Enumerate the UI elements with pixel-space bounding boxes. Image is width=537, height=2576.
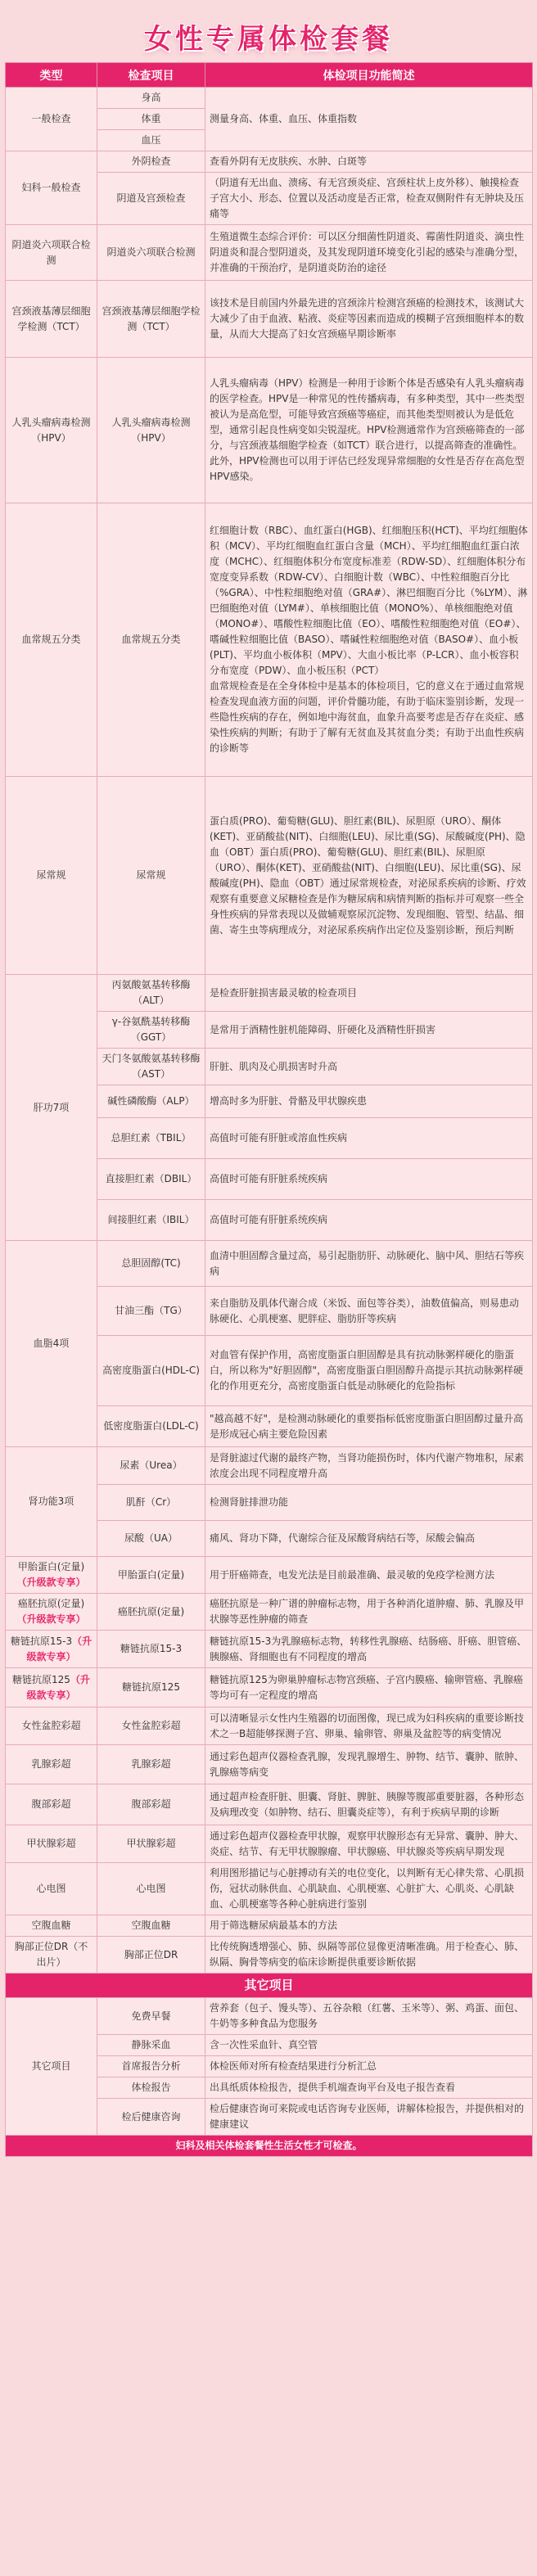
- item-cell: 首席报告分析: [97, 2056, 205, 2077]
- desc-paragraph: 红细胞计数（RBC）、血红蛋白(HGB)、红细胞压积(HCT)、平均红细胞体积（MCV）、平均红细胞血红蛋白含量（MCH）、平均红细胞血红蛋白浓度（MCHC）、红细胞体积分布宽度标准差（RDW-SD）、红细胞体积分布宽度变异系数（RDW-CV）、白细胞计数（WBC）、中性粒细胞百分比（%GRA）、中性粒细胞绝对值（GRA#）、淋巴细胞百分比（%LYM）、淋巴细胞绝对值（LYM#）、单核细胞比值（MONO%）、单核细胞绝对值（MONO#）、嗜酸性粒细胞比值（EO）、嗜酸性粒细胞绝对值（EO#）、嗜碱性粒细胞比值（BASO）、嗜碱性粒细胞绝对值（BASO#）、血小板(PLT)、平均血小板体积（MPV）、大血小板比率（P-LCR）、血小板容积分布宽度（PDW）、血小板压积（PCT）: [210, 525, 528, 676]
- category-cell: [6, 503, 97, 777]
- category-cell: [6, 281, 97, 358]
- category-cell: [6, 1708, 97, 1745]
- category-cell: [6, 1937, 97, 1974]
- desc-cell: [205, 1159, 533, 1200]
- category-label: 糖链抗原125: [12, 1673, 70, 1685]
- item-cell: 静脉采血: [97, 2035, 205, 2056]
- item-cell: 阴道及宫颈检查: [97, 173, 205, 225]
- desc-paragraph: 可以清晰显示女性内生殖器的切面图像，现已成为妇科疾病的重要诊断技术之一B超能够探测子宫、卵巢、输卵管、卵巢及盆腔等的病变情况: [210, 1712, 525, 1739]
- table-row: [6, 1784, 533, 1825]
- item-cell: 身高: [97, 88, 205, 109]
- table-row: [6, 281, 533, 358]
- footer-note: 妇科及相关体检套餐性生活女性才可检查。: [6, 2136, 533, 2157]
- category-cell: [6, 1594, 97, 1631]
- desc-cell: [205, 975, 533, 1012]
- desc-paragraph: 是检查肝脏损害最灵敏的检查项目: [210, 986, 358, 999]
- desc-cell: [205, 1745, 533, 1784]
- desc-cell: [205, 1784, 533, 1825]
- desc-cell: [205, 1557, 533, 1594]
- other-section-heading-row: [6, 1974, 533, 1998]
- category-label: 肾功能3项: [28, 1496, 74, 1507]
- category-label: 糖链抗原15-3: [10, 1635, 73, 1647]
- item-cell: 尿酸（UA）: [97, 1521, 205, 1557]
- item-cell: 宫颈液基薄层细胞学检测（TCT）: [97, 281, 205, 358]
- desc-cell: 出具纸质体检报告，提供手机端查询平台及电子报告查看: [205, 2077, 533, 2099]
- table-row: [6, 1241, 533, 1287]
- desc-paragraph: 对血管有保护作用，高密度脂蛋白胆固醇是具有抗动脉粥样硬化的脂蛋白，所以称为"好胆固醇"，高密度脂蛋白胆固醇升高提示其抗动脉粥样硬化的作用更充分，高密度脂蛋白低是动脉硬化的危险指标: [210, 1349, 524, 1392]
- desc-paragraph: 增高时多为肝脏、骨骼及甲状腺疾患: [210, 1095, 368, 1107]
- item-cell: 人乳头瘤病毒检测（HPV）: [97, 358, 205, 503]
- desc-paragraph: 生殖道微生态综合评价：可以区分细菌性阴道炎、霉菌性阴道炎、滴虫性阴道炎和混合型阴道炎，及其发现阴道环境变化引起的感染与准确分型，并准确的干预治疗，是阴道炎防治的途径: [210, 231, 525, 273]
- category-cell: [6, 1825, 97, 1863]
- desc-paragraph: 通过彩色超声仪器检查乳腺，发现乳腺增生、肿物、结节、囊肿、脓肿、乳腺癌等病变: [210, 1750, 525, 1778]
- desc-paragraph: 痛风、肾功下降，代谢综合征及尿酸肾病结石等，尿酸会偏高: [210, 1532, 476, 1544]
- item-cell: 外阴检查: [97, 151, 205, 173]
- desc-paragraph: 糖链抗原15-3为乳腺癌标志物，转移性乳腺癌、结肠癌、肝癌、胆管癌、胰腺癌、肾细胞也有不同程度的增高: [210, 1635, 527, 1662]
- desc-cell: [205, 1937, 533, 1974]
- category-cell: [6, 1863, 97, 1915]
- table-row: [6, 1557, 533, 1594]
- desc-cell: [205, 1012, 533, 1049]
- desc-cell: [205, 1336, 533, 1406]
- category-cell: [6, 1915, 97, 1937]
- category-cell: [6, 358, 97, 503]
- category-label: 血脂4项: [33, 1338, 70, 1349]
- desc-paragraph: 查看外阴有无皮肤疾、水肿、白斑等: [210, 156, 368, 167]
- category-cell: [6, 88, 97, 151]
- table-row: [6, 1708, 533, 1745]
- upgrade-badge: （升级款专享）: [26, 1673, 90, 1701]
- desc-cell: [205, 1631, 533, 1668]
- category-cell: [6, 1447, 97, 1557]
- table-row: [6, 1745, 533, 1784]
- category-label: 阴道炎六项联合检测: [11, 238, 91, 266]
- desc-cell: [205, 1594, 533, 1631]
- category-cell: 其它项目: [6, 1998, 97, 2136]
- desc-cell: [205, 777, 533, 975]
- item-cell: 体检报告: [97, 2077, 205, 2099]
- table-row: [6, 1631, 533, 1668]
- desc-cell: [205, 1708, 533, 1745]
- table-header-row: [6, 63, 533, 88]
- desc-paragraph: 高值时可能有肝脏系统疾病: [210, 1214, 328, 1225]
- upgrade-badge: （升级款专享）: [26, 1635, 93, 1662]
- category-cell: [6, 1745, 97, 1784]
- desc-cell: [205, 1406, 533, 1447]
- table-body: [6, 88, 533, 2157]
- desc-cell: [205, 1863, 533, 1915]
- item-cell: 尿素（Urea）: [97, 1447, 205, 1485]
- item-cell: 女性盆腔彩超: [97, 1708, 205, 1745]
- item-cell: 腹部彩超: [97, 1784, 205, 1825]
- desc-cell: [205, 1085, 533, 1118]
- item-cell: 甲胎蛋白(定量): [97, 1557, 205, 1594]
- item-cell: 心电图: [97, 1863, 205, 1915]
- desc-paragraph: 血常规检查是在全身体检中是基本的体检项目，它的意义在于通过血常规检查发现血液方面的问题，评价骨髓功能，有助于临床鉴别诊断，发现一些隐性疾病的存在，例如地中海贫血，血象升高要考虑是否存在炎症、感染性疾病的判断；有助于了解有无贫血及其贫血分类；有助于出血性疾病的诊断等: [210, 680, 525, 754]
- category-cell: [6, 225, 97, 281]
- category-cell: [6, 1241, 97, 1447]
- desc-paragraph: 癌胚抗原是一种广谱的肿瘤标志物，用于各种消化道肿瘤、肺、乳腺及甲状腺等恶性肿瘤的筛查: [210, 1598, 525, 1625]
- table-row: [6, 777, 533, 975]
- desc-paragraph: 人乳头瘤病毒（HPV）检测是一种用于诊断个体是否感染有人乳头瘤病毒的医学检查。HPV是一种常见的性传播病毒，有多种类型，其中一些类型被认为是高危型，可能导致宫颈癌等癌症，而其他类型则被认为是低危型，通常引起良性病变如尖锐湿疣。HPV检测通常作为宫颈癌筛查的一部分，与宫颈液基细胞学检查（如TCT）联合进行，以提高筛查的准确性。此外，HPV检测也可以用于评估已经发现异常细胞的女性是否存在高危型HPV感染。: [210, 377, 525, 482]
- table-row: [6, 1668, 533, 1708]
- category-label: 一般检查: [31, 113, 71, 124]
- item-cell: 癌胚抗原(定量): [97, 1594, 205, 1631]
- item-cell: 检后健康咨询: [97, 2099, 205, 2136]
- desc-paragraph: 通过彩色超声仪器检查甲状腺，观察甲状腺形态有无异常、囊肿、肿大、炎症、结节、有无甲状腺腺瘤、甲状腺癌、甲状腺炎等疾病早期发现: [210, 1829, 525, 1857]
- category-label: 肝功7项: [33, 1101, 70, 1113]
- category-label: 尿常规: [36, 869, 66, 881]
- category-cell: [6, 151, 97, 225]
- desc-cell: [205, 1521, 533, 1557]
- category-label: 癌胚抗原(定量): [17, 1598, 85, 1609]
- desc-cell: [205, 1287, 533, 1336]
- footer-row: [6, 2136, 533, 2157]
- category-label: 宫颈液基薄层细胞学检测（TCT）: [11, 305, 91, 332]
- item-cell: 甘油三酯（TG）: [97, 1287, 205, 1336]
- desc-paragraph: 蛋白质(PRO)、葡萄糖(GLU)、胆红素(BIL)、尿胆原（URO）、酮体(KET)、亚硝酸盐(NIT)、白细胞(LEU)、尿比重(SG)、尿酸碱度(PH)、隐血（OBT）蛋白质(PRO)、葡萄糖(GLU)、胆红素(BIL)、尿胆原（URO）、酮体(KET)、亚硝酸盐(NIT)、白细胞(LEU)、尿比重(SG)、尿酸碱度(PH)、隐血（OBT）通过尿常规检查，对泌尿系疾病的诊断、疗效观察有重要意义尿糖检查是作为糖尿病和病情判断的指标并可观察一些全身性疾病的异常表现以及做辅观察尿沉淀物、发现细胞、管型、结晶、细菌、寄生虫等病理成分，对泌尿系疾病作出定位及鉴别诊断，预后判断: [210, 814, 526, 936]
- category-cell: [6, 1631, 97, 1668]
- desc-paragraph: 利用图形描记与心脏搏动有关的电位变化，以判断有无心律失常、心肌损伤，冠状动脉供血、心肌缺血、心肌梗塞、心脏扩大、心肌炎、心肌缺血、心肌梗塞等各种心脏病进行鉴别: [210, 1867, 525, 1910]
- item-cell: 胸部正位DR: [97, 1937, 205, 1974]
- category-label: 人乳头瘤病毒检测（HPV）: [11, 416, 91, 444]
- desc-paragraph: （阴道有无出血、溃疡、有无宫颈炎症、宫颈柱状上皮外移）、触摸检查子宫大小、形态、位置以及活动度是否正常，检查双侧附件有无肿块及压痛等: [210, 177, 525, 219]
- desc-paragraph: 用于肝癌筛查，电发光法是目前最准确、最灵敏的免疫学检测方法: [210, 1568, 495, 1581]
- desc-paragraph: 检测肾脏排泄功能: [210, 1496, 289, 1508]
- item-cell: 肌酐（Cr）: [97, 1485, 205, 1521]
- header-desc: 体检项目功能简述: [205, 63, 533, 88]
- item-cell: 甲状腺彩超: [97, 1825, 205, 1863]
- category-label: 胸部正位DR（不出片）: [14, 1941, 88, 1968]
- item-cell: 糖链抗原125: [97, 1668, 205, 1708]
- desc-cell: [205, 503, 533, 777]
- item-cell: 阴道炎六项联合检测: [97, 225, 205, 281]
- table-row: [6, 1825, 533, 1863]
- desc-paragraph: 肝脏、肌肉及心肌损害时升高: [210, 1060, 338, 1072]
- desc-cell: [205, 88, 533, 151]
- item-cell: 免费早餐: [97, 1998, 205, 2035]
- category-label: 乳腺彩超: [31, 1758, 71, 1770]
- category-label: 空腹血糖: [31, 1920, 71, 1931]
- page-title-text: 女性专属体检套餐: [144, 22, 393, 56]
- table-row: [6, 358, 533, 503]
- desc-cell: [205, 358, 533, 503]
- desc-cell: [205, 173, 533, 225]
- desc-cell: [205, 1200, 533, 1241]
- category-cell: [6, 975, 97, 1241]
- item-cell: 低密度脂蛋白(LDL-C): [97, 1406, 205, 1447]
- category-label: 妇科一般检查: [21, 182, 81, 193]
- item-cell: 体重: [97, 109, 205, 130]
- category-label: 腹部彩超: [31, 1798, 71, 1810]
- checkup-table: [5, 62, 533, 2157]
- desc-cell: [205, 225, 533, 281]
- desc-paragraph: 该技术是目前国内外最先进的宫颈涂片检测宫颈癌的检测技术，该测试大大减少了由于血液、粘液、炎症等因素而造成的模糊子宫颈细胞样本的数量，从而大大提高了妇女宫颈癌早期诊断率: [210, 297, 525, 340]
- desc-paragraph: 比传统胸透增强心、肺、纵隔等部位显像更清晰准确。用于检查心、肺、纵隔、胸骨等病变的临床诊断提供重要诊断依据: [210, 1941, 525, 1968]
- desc-cell: 检后健康咨询可来院或电话咨询专业医师，讲解体检报告，并提供相对的健康建议: [205, 2099, 533, 2136]
- item-cell: 间接胆红素（IBIL）: [97, 1200, 205, 1241]
- desc-paragraph: 来自脂肪及肌体代谢合成（米饭、面包等谷类），油数值偏高，则易患动脉硬化、心肌梗塞、肥胖症、脂肪肝等疾病: [210, 1297, 520, 1324]
- desc-paragraph: 是肾脏滤过代谢的最终产物，当肾功能损伤时，体内代谢产物堆积，尿素浓度会出现不同程度增升高: [210, 1451, 525, 1479]
- category-cell: [6, 777, 97, 975]
- item-cell: 碱性磷酸酶（ALP）: [97, 1085, 205, 1118]
- category-cell: [6, 1557, 97, 1594]
- desc-cell: [205, 1825, 533, 1863]
- category-label: 血常规五分类: [21, 634, 81, 645]
- item-cell: 高密度脂蛋白(HDL-C): [97, 1336, 205, 1406]
- desc-cell: 营养套（包子、馒头等）、五谷杂粮（红薯、玉米等）、粥、鸡蛋、面包、牛奶等多种食品为您服务: [205, 1998, 533, 2035]
- item-cell: 血压: [97, 130, 205, 151]
- table-row: [6, 1998, 533, 2035]
- category-label: 甲状腺彩超: [26, 1838, 76, 1849]
- item-cell: 直接胆红素（DBIL）: [97, 1159, 205, 1200]
- desc-paragraph: 高值时可能有肝脏或溶血性疾病: [210, 1132, 348, 1144]
- desc-paragraph: 高值时可能有肝脏系统疾病: [210, 1173, 328, 1184]
- category-label: 心电图: [36, 1883, 66, 1894]
- item-cell: 空腹血糖: [97, 1915, 205, 1937]
- header-item: 检查项目: [97, 63, 205, 88]
- item-cell: 丙氨酸氨基转移酶（ALT）: [97, 975, 205, 1012]
- table-row: [6, 1447, 533, 1485]
- category-cell: [6, 1668, 97, 1708]
- desc-paragraph: 血清中胆固醇含量过高，易引起脂肪肝、动脉硬化、脑中风、胆结石等疾病: [210, 1249, 525, 1277]
- table-row: [6, 225, 533, 281]
- desc-paragraph: 用于筛选糖尿病最基本的方法: [210, 1920, 338, 1931]
- desc-cell: [205, 1118, 533, 1159]
- desc-paragraph: "越高越不好"，是检测动脉硬化的重要指标低密度脂蛋白胆固醇过量升高是形成冠心病主要危险因素: [210, 1412, 524, 1440]
- desc-cell: [205, 151, 533, 173]
- item-cell: 乳腺彩超: [97, 1745, 205, 1784]
- category-label: 女性盆腔彩超: [21, 1720, 81, 1731]
- table-row: [6, 1863, 533, 1915]
- item-cell: 总胆红素（TBIL）: [97, 1118, 205, 1159]
- desc-cell: 含一次性采血针、真空管: [205, 2035, 533, 2056]
- item-cell: 尿常规: [97, 777, 205, 975]
- desc-cell: [205, 1915, 533, 1937]
- category-cell: [6, 1784, 97, 1825]
- table-row: [6, 1915, 533, 1937]
- category-label: 甲胎蛋白(定量): [17, 1561, 85, 1572]
- upgrade-badge: （升级款专享）: [16, 1577, 86, 1588]
- desc-cell: [205, 1447, 533, 1485]
- desc-paragraph: 测量身高、体重、血压、体重指数: [210, 113, 358, 124]
- table-row: [6, 503, 533, 777]
- desc-cell: [205, 1241, 533, 1287]
- item-cell: γ-谷氨酰基转移酶（GGT）: [97, 1012, 205, 1049]
- desc-cell: [205, 281, 533, 358]
- desc-paragraph: 糖链抗原125为卵巢肿瘤标志物宫颈癌、子宫内膜癌、输卵管癌、乳腺癌等均可有一定程度的增高: [210, 1673, 523, 1701]
- header-type: 类型: [6, 63, 97, 88]
- upgrade-badge: （升级款专享）: [16, 1613, 86, 1625]
- table-row: [6, 88, 533, 109]
- desc-cell: [205, 1049, 533, 1085]
- desc-cell: [205, 1668, 533, 1708]
- desc-cell: [205, 1485, 533, 1521]
- desc-cell: 体检医师对所有检查结果进行分析汇总: [205, 2056, 533, 2077]
- item-cell: 总胆固醇(TC): [97, 1241, 205, 1287]
- desc-paragraph: 通过超声检查肝脏、胆囊、肾脏、脾脏、胰腺等腹部重要脏器，各种形态及病理改变（如肿物、结石、胆囊炎症等），有利于疾病早期的诊断: [210, 1790, 525, 1818]
- item-cell: 血常规五分类: [97, 503, 205, 777]
- table-row: [6, 1937, 533, 1974]
- table-row: [6, 975, 533, 1012]
- desc-paragraph: 是常用于酒精性脏机能障碍、肝硬化及酒精性肝损害: [210, 1023, 436, 1035]
- item-cell: 糖链抗原15-3: [97, 1631, 205, 1668]
- table-row: [6, 151, 533, 173]
- table-row: [6, 1594, 533, 1631]
- other-section-heading: 其它项目: [6, 1974, 533, 1998]
- page-title: [0, 10, 537, 62]
- item-cell: 天门冬氨酸氨基转移酶（AST）: [97, 1049, 205, 1085]
